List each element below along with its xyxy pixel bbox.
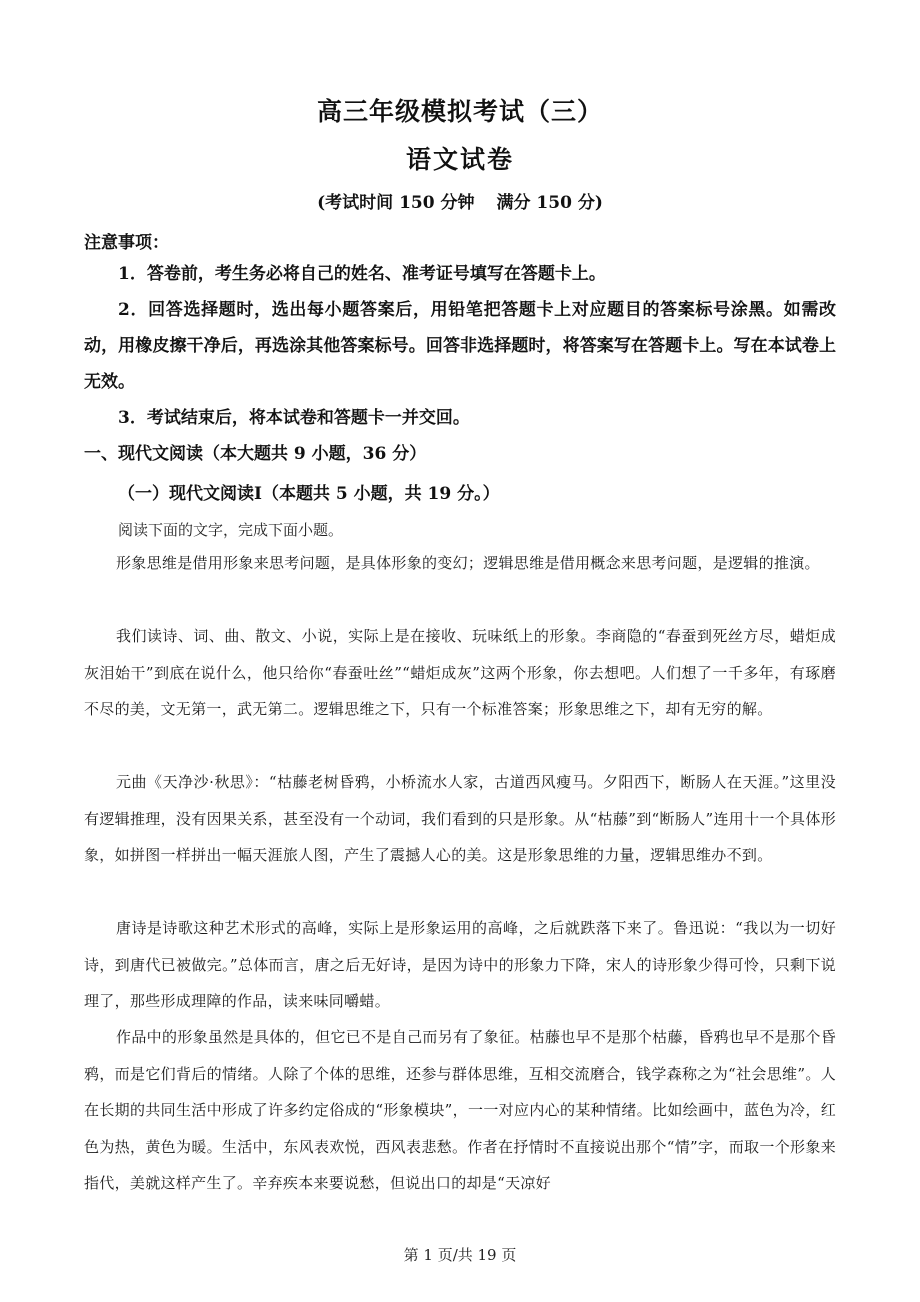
passage-paragraph: 唐诗是诗歌这种艺术形式的高峰，实际上是形象运用的高峰，之后就跌落下来了。鲁迅说：“我以为一切好诗，到唐代已被做完。”总体而言，唐之后无好诗，是因为诗中的形象力下降，宋人的诗形象少得可怜，只剩下说理了，那些形成理障的作品，读来味同嚼蜡。 bbox=[84, 919, 836, 1010]
exam-title: 高三年级模拟考试（三） bbox=[316, 97, 603, 126]
notice-item: 1．答卷前，考生务必将自己的姓名、准考证号填写在答题卡上。 bbox=[118, 264, 606, 284]
passage-paragraph: 作品中的形象虽然是具体的，但它已不是自己而另有了象征。枯藤也早不是那个枯藤，昏鸦也早不是那个昏鸦，而是它们背后的情绪。人除了个体的思维，还参与群体思维，互相交流磨合，钱学森称之为“社会思维”。人在长期的共同生活中形成了许多约定俗成的“形象模块”，一一对应内心的某种情绪。比如绘画中，蓝色为冷，红色为热，黄色为暖。生活中，东风表欢悦，西风表悲愁。作者在抒情时不直接说出那个“情”字，而取一个形象来指代，美就这样产生了。辛弃疾本来要说愁，但说出口的却是“天凉好 bbox=[84, 1028, 836, 1192]
exam-time: (考试时间 150 分钟 bbox=[317, 193, 475, 213]
notice-item: 2．回答选择题时，选出每小题答案后，用铅笔把答题卡上对应题目的答案标号涂黑。如需改动，用橡皮擦干净后，再选涂其他答案标号。回答非选择题时，将答案写在答题卡上。写在本试卷上无效。 bbox=[84, 300, 836, 392]
passage-paragraph: 我们读诗、词、曲、散文、小说，实际上是在接收、玩味纸上的形象。李商隐的“春蚕到死丝方尽，蜡炬成灰泪始干”到底在说什么，他只给你“春蚕吐丝”“蜡炬成灰”这两个形象，你去想吧。人们想了一千多年，有琢磨不尽的美，文无第一，武无第二。逻辑思维之下，只有一个标准答案；形象思维之下，却有无穷的解。 bbox=[84, 627, 836, 718]
page-number: 第 1 页/共 19 页 bbox=[403, 1246, 517, 1264]
subject-title: 语文试卷 bbox=[405, 145, 514, 174]
notice-item: 3．考试结束后，将本试卷和答题卡一并交回。 bbox=[118, 408, 470, 428]
passage-paragraph: 形象思维是借用形象来思考问题，是具体形象的变幻；逻辑思维是借用概念来思考问题，是逻辑的推演。 bbox=[116, 554, 820, 572]
passage-paragraph: 元曲《天净沙·秋思》：“枯藤老树昏鸦，小桥流水人家，古道西风瘦马。夕阳西下，断肠人在天涯。”这里没有逻辑推理，没有因果关系，甚至没有一个动词，我们看到的只是形象。从“枯藤”到“断肠人”连用十一个具体形象，如拼图一样拼出一幅天涯旅人图，产生了震撼人心的美。这是形象思维的力量，逻辑思维办不到。 bbox=[84, 773, 836, 864]
notice-heading: 注意事项： bbox=[84, 233, 169, 253]
reading-instruction: 阅读下面的文字，完成下面小题。 bbox=[118, 521, 344, 539]
section-heading: 一、现代文阅读（本大题共 9 小题，36 分） bbox=[84, 444, 427, 464]
exam-meta bbox=[0, 188, 920, 213]
subsection-heading: （一）现代文阅读Ⅰ（本题共 5 小题，共 19 分。） bbox=[118, 484, 500, 504]
exam-score: 满分 150 分) bbox=[496, 193, 603, 213]
